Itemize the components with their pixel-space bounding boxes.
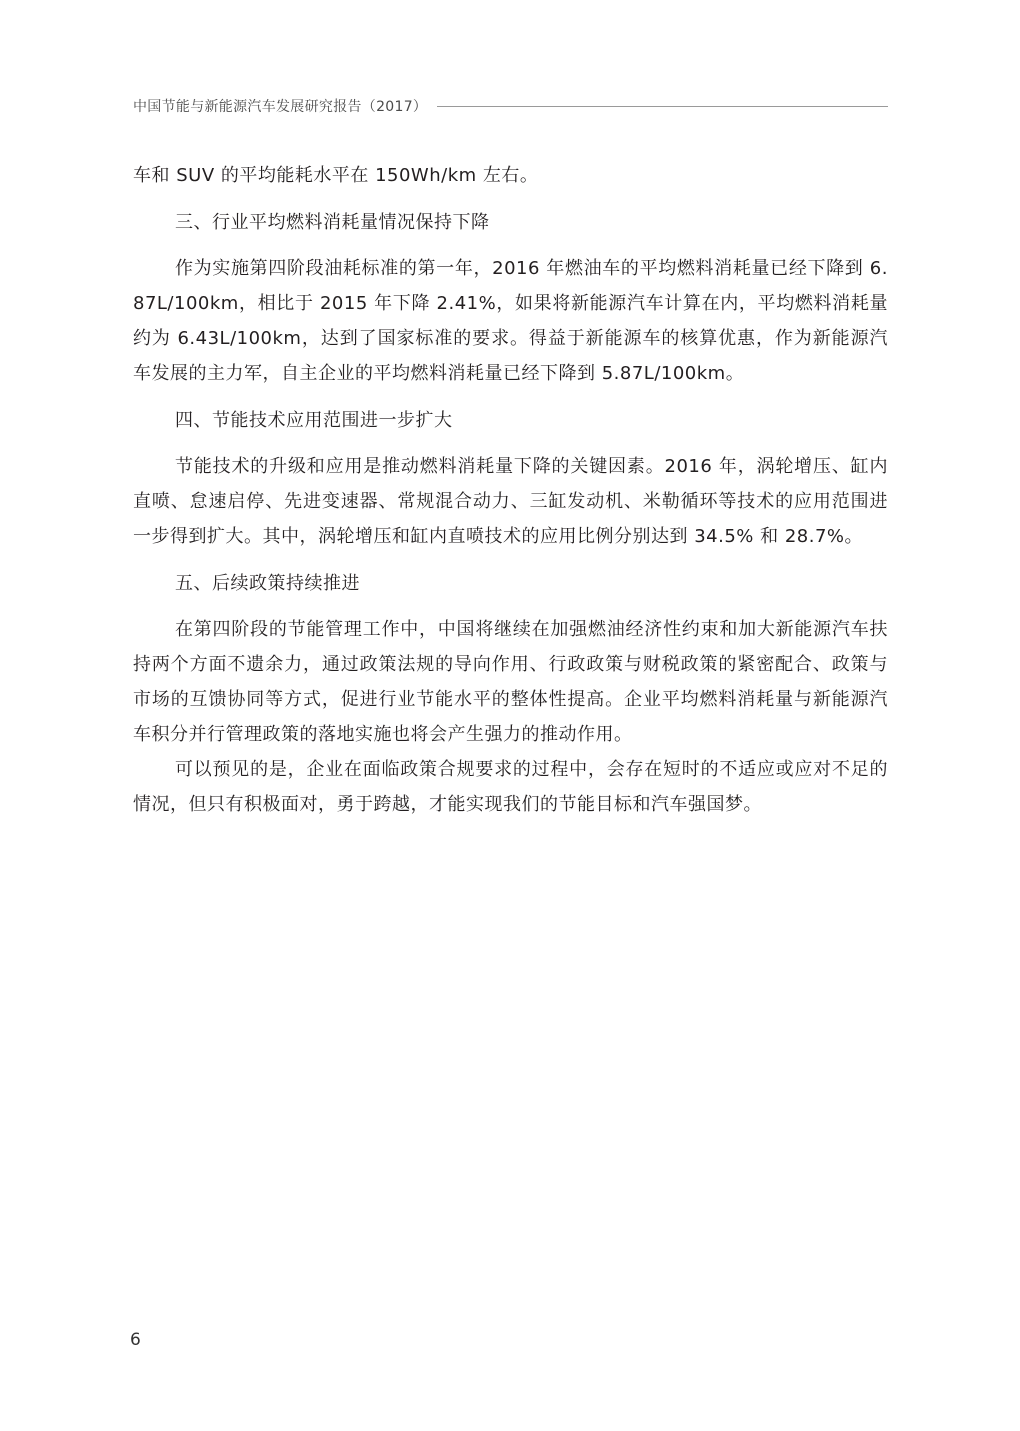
section-heading-4: 四、节能技术应用范围进一步扩大 — [175, 410, 453, 431]
section-heading-3: 三、行业平均燃料消耗量情况保持下降 — [175, 212, 490, 233]
paragraph-outlook: 可以预见的是，企业在面临政策合规要求的过程中，会存在短时的不适应或应对不足的情况，但只有积极面对，勇于跨越，才能实现我们的节能目标和汽车强国梦。 — [133, 759, 888, 815]
header-rule — [437, 106, 888, 107]
page-body — [133, 158, 888, 822]
report-title: 中国节能与新能源汽车发展研究报告（2017） — [133, 99, 428, 115]
paragraph-fuel-consumption: 作为实施第四阶段油耗标准的第一年，2016 年燃油车的平均燃料消耗量已经下降到 6.87L/100km，相比于 2015 年下降 2.41%，如果将新能源汽车计算在内，平均燃料消耗量约为 6.43L/100km，达到了国家标准的要求。得益于新能源车的核算优惠，作为新能源汽车发展的主力军，自主企业的平均燃料消耗量已经下降到 5.87L/100km。 — [133, 258, 888, 384]
paragraph-continued: 车和 SUV 的平均能耗水平在 150Wh/km 左右。 — [133, 165, 539, 186]
section-heading-5: 五、后续政策持续推进 — [175, 573, 360, 594]
paragraph-policy: 在第四阶段的节能管理工作中，中国将继续在加强燃油经济性约束和加大新能源汽车扶持两个方面不遗余力，通过政策法规的导向作用、行政政策与财税政策的紧密配合、政策与市场的互馈协同等方式，促进行业节能水平的整体性提高。企业平均燃料消耗量与新能源汽车积分并行管理政策的落地实施也将会产生强力的推动作用。 — [133, 619, 888, 745]
running-header — [133, 95, 888, 117]
page-number: 6 — [130, 1330, 141, 1350]
paragraph-technology: 节能技术的升级和应用是推动燃料消耗量下降的关键因素。2016 年，涡轮增压、缸内直喷、怠速启停、先进变速器、常规混合动力、三缸发动机、米勒循环等技术的应用范围进一步得到扩大。其中，涡轮增压和缸内直喷技术的应用比例分别达到 34.5% 和 28.7%。 — [133, 456, 888, 547]
